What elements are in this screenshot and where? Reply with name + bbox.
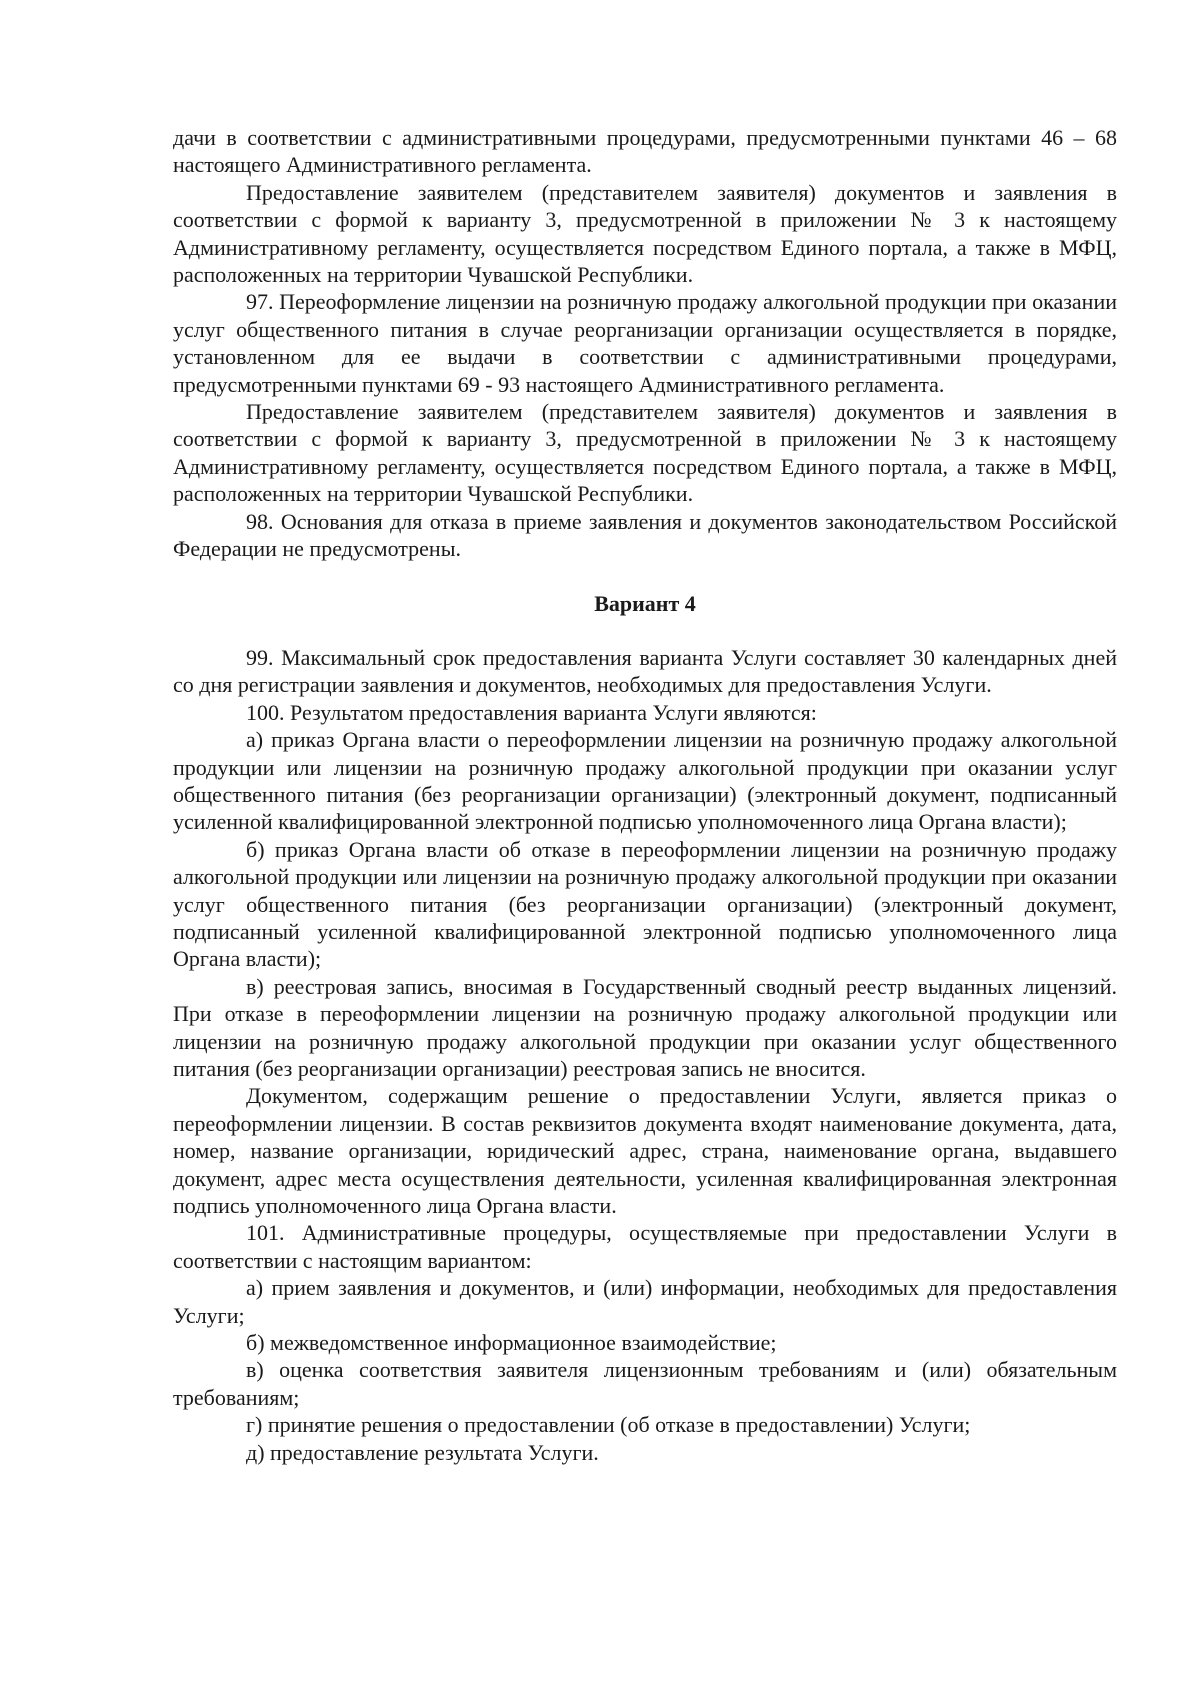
- paragraph-submission-variant3-repeat: Предоставление заявителем (представителем заявителя) документов и заявления в соответствии с формой к варианту 3, предусмотренной в приложении № 3 к настоящему Административному регламенту, осуществляется посредством Единого портала, а также в МФЦ, расположенных на территории Чувашской Республики.: [173, 399, 1117, 507]
- paragraph-97: 97. Переоформление лицензии на розничную продажу алкогольной продукции при оказании услуг общественного питания в случае реорганизации организации осуществляется в порядке, установленном для ее выдачи в соответствии с административными процедурами, предусмотренными пунктами 69 - 93 настоящего Административного регламента.: [173, 289, 1117, 397]
- paragraph-99: 99. Максимальный срок предоставления варианта Услуги составляет 30 календарных дней со дня регистрации заявления и документов, необходимых для предоставления Услуги.: [173, 644, 1117, 698]
- list-item-101-a: а) прием заявления и документов, и (или) информации, необходимых для предоставления Услуги;: [173, 1275, 1117, 1328]
- list-item-101-d: д) предоставление результата Услуги.: [246, 1439, 599, 1465]
- list-item-100-b: б) приказ Органа власти об отказе в переоформлении лицензии на розничную продажу алкогольной продукции или лицензии на розничную продажу алкогольной продукции при оказании услуг общественного питания (без реорганизации организации) (электронный документ, подписанный усиленной квалифицированной электронной подписью уполномоченного лица Органа власти);: [173, 836, 1117, 972]
- list-item-101-b: б) межведомственное информационное взаимодействие;: [246, 1330, 777, 1356]
- paragraph-submission-variant3: Предоставление заявителем (представителем заявителя) документов и заявления в соответствии с формой к варианту 3, предусмотренной в приложении № 3 к настоящему Административному регламенту, осуществляется посредством Единого портала, а также в МФЦ, расположенных на территории Чувашской Республики.: [173, 179, 1117, 288]
- paragraph-100: 100. Результатом предоставления варианта Услуги являются:: [246, 699, 817, 725]
- list-item-101-g: г) принятие решения о предоставлении (об отказе в предоставлении) Услуги;: [246, 1412, 971, 1438]
- section-heading-variant-4: Вариант 4: [594, 590, 696, 616]
- list-item-101-v: в) оценка соответствия заявителя лицензионным требованиям и (или) обязательным требованиям;: [173, 1357, 1117, 1410]
- paragraph-101: 101. Административные процедуры, осуществляемые при предоставлении Услуги в соответствии с настоящим вариантом:: [173, 1220, 1117, 1273]
- document-page: [173, 124, 1117, 1466]
- list-item-100-v: в) реестровая запись, вносимая в Государственный сводный реестр выданных лицензий. При отказе в переоформлении лицензии на розничную продажу алкогольной продукции или лицензии на розничную продажу алкогольной продукции при оказании услуг общественного питания (без реорганизации организации) реестровая запись не вносится.: [173, 973, 1117, 1081]
- paragraph-decision-document: Документом, содержащим решение о предоставлении Услуги, является приказ о переоформлении лицензии. В состав реквизитов документа входят наименование документа, дата, номер, название организации, юридический адрес, страна, наименование органа, выдавшего документ, адрес места осуществления деятельности, усиленная квалифицированная электронная подпись уполномоченного лица Органа власти.: [173, 1083, 1117, 1219]
- list-item-100-a: а) приказ Органа власти о переоформлении лицензии на розничную продажу алкогольной продукции или лицензии на розничную продажу алкогольной продукции при оказании услуг общественного питания (без реорганизации организации) (электронный документ, подписанный усиленной квалифицированной электронной подписью уполномоченного лица Органа власти);: [173, 727, 1117, 835]
- paragraph-continuation: дачи в соответствии с административными процедурами, предусмотренными пунктами 46 – 68 настоящего Административного регламента.: [173, 125, 1117, 178]
- paragraph-98: 98. Основания для отказа в приеме заявления и документов законодательством Российской Федерации не предусмотрены.: [173, 508, 1117, 562]
